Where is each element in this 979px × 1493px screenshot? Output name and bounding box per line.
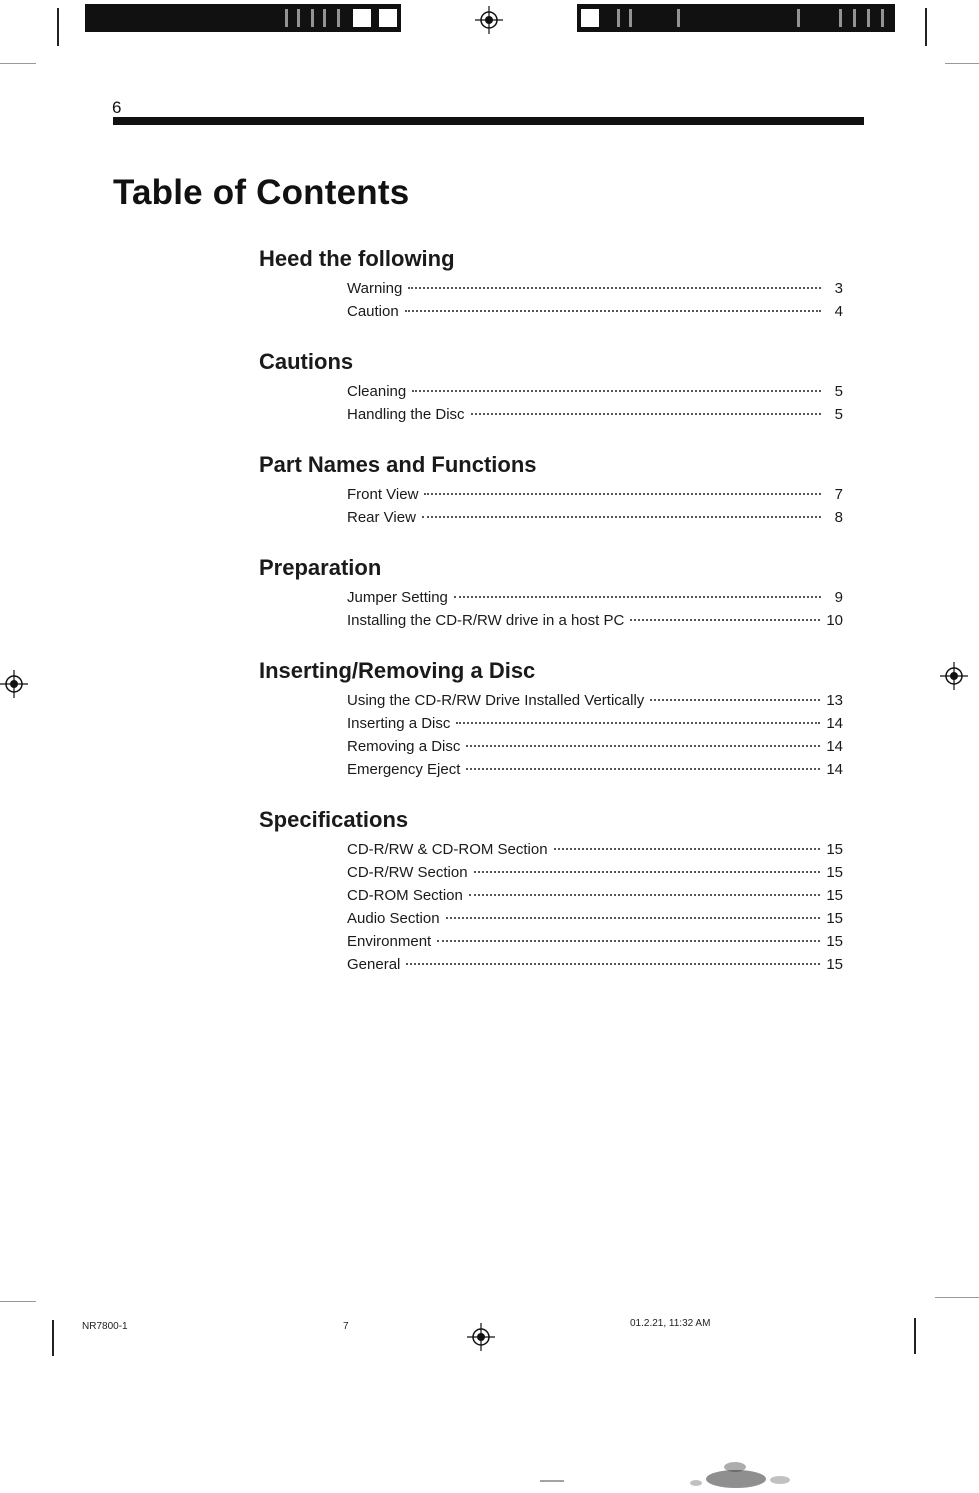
entry-label: CD-R/RW & CD-ROM Section <box>347 841 548 858</box>
section-title: Preparation <box>259 555 382 580</box>
entry-label: Rear View <box>347 509 416 526</box>
entry-label: Emergency Eject <box>347 761 461 778</box>
entry-page: 14 <box>826 715 843 732</box>
toc-entry[interactable] <box>347 403 843 426</box>
toc-entry[interactable] <box>347 861 843 884</box>
toc-entry[interactable] <box>347 380 843 403</box>
registration-mark-bottom-icon <box>467 1323 495 1351</box>
crop-mark-bottom-left <box>52 1320 54 1356</box>
dot-leader <box>412 390 821 392</box>
crop-mark-left-horizontal <box>0 63 36 64</box>
toc-entry[interactable] <box>347 735 843 758</box>
dot-leader <box>422 516 821 518</box>
section-title: Heed the following <box>259 246 455 271</box>
entry-page: 15 <box>826 841 843 858</box>
section-title: Part Names and Functions <box>259 452 537 477</box>
registration-mark-right-icon <box>940 662 968 690</box>
dot-leader <box>471 413 821 415</box>
toc-section <box>259 805 849 976</box>
entry-page: 13 <box>826 692 843 709</box>
entry-page: 5 <box>834 383 843 400</box>
file-code: NR7800-1 <box>82 1321 128 1332</box>
toc-entry[interactable] <box>347 712 843 735</box>
registration-mark-top-icon <box>475 6 503 34</box>
entry-label: Environment <box>347 933 432 950</box>
crop-mark-bottom-right-horizontal <box>935 1297 979 1298</box>
entry-page: 14 <box>826 761 843 778</box>
crop-mark-bottom-right <box>914 1318 916 1354</box>
section-title: Specifications <box>259 807 409 832</box>
toc-entry[interactable] <box>347 609 843 632</box>
entry-label: Installing the CD-R/RW drive in a host PC <box>347 612 625 629</box>
entry-label: Cleaning <box>347 383 407 400</box>
entry-page: 9 <box>834 589 843 606</box>
entry-page: 15 <box>826 933 843 950</box>
entry-label: Caution <box>347 303 399 320</box>
entry-label: Using the CD-R/RW Drive Installed Vertically <box>347 692 645 709</box>
toc-entry[interactable] <box>347 930 843 953</box>
dot-leader <box>405 310 821 312</box>
entry-label: Jumper Setting <box>347 589 448 606</box>
entry-page: 15 <box>826 864 843 881</box>
entry-page: 15 <box>826 887 843 904</box>
print-stamp: 01.2.21, 11:32 AM <box>630 1318 711 1329</box>
sheet-number: 7 <box>343 1321 349 1332</box>
toc-sections <box>259 244 849 1000</box>
toc-entry[interactable] <box>347 884 843 907</box>
entry-label: Removing a Disc <box>347 738 461 755</box>
header-rule <box>113 117 864 125</box>
toc-entry[interactable] <box>347 953 843 976</box>
entry-page: 14 <box>826 738 843 755</box>
crop-mark-top-left <box>57 8 59 46</box>
crop-mark-right-horizontal <box>945 63 979 64</box>
toc-entry[interactable] <box>347 483 843 506</box>
toc-section <box>259 553 849 632</box>
entry-page: 10 <box>826 612 843 629</box>
entry-label: Front View <box>347 486 419 503</box>
dot-leader <box>554 848 821 850</box>
dot-leader <box>437 940 820 942</box>
toc-section <box>259 656 849 781</box>
crop-mark-top-right <box>925 8 927 46</box>
page-title: Table of Contents <box>113 173 410 212</box>
entry-label: Warning <box>347 280 403 297</box>
entry-label: CD-ROM Section <box>347 887 463 904</box>
entry-page: 15 <box>826 910 843 927</box>
toc-entry[interactable] <box>347 907 843 930</box>
entry-page: 15 <box>826 956 843 973</box>
color-bar-right <box>577 4 895 32</box>
dot-leader <box>466 768 820 770</box>
entry-page: 3 <box>834 280 843 297</box>
dot-leader <box>408 287 821 289</box>
entry-label: Inserting a Disc <box>347 715 451 732</box>
dot-leader <box>406 963 820 965</box>
toc-section <box>259 347 849 426</box>
entry-page: 8 <box>834 509 843 526</box>
toc-entry[interactable] <box>347 838 843 861</box>
toc-entry[interactable] <box>347 506 843 529</box>
toc-entry[interactable] <box>347 689 843 712</box>
dot-leader <box>650 699 820 701</box>
toc-entry[interactable] <box>347 758 843 781</box>
toc-entry[interactable] <box>347 300 843 323</box>
registration-mark-left-icon <box>0 670 28 698</box>
entry-page: 5 <box>834 406 843 423</box>
entry-label: Audio Section <box>347 910 440 927</box>
page-number: 6 <box>112 98 122 117</box>
dot-leader <box>466 745 820 747</box>
dot-leader <box>454 596 821 598</box>
section-title: Cautions <box>259 349 354 374</box>
dot-leader <box>630 619 820 621</box>
entry-label: Handling the Disc <box>347 406 465 423</box>
entry-label: General <box>347 956 401 973</box>
dot-leader <box>469 894 820 896</box>
toc-entry[interactable] <box>347 277 843 300</box>
dot-leader <box>474 871 821 873</box>
crop-mark-bottom-left-horizontal <box>0 1301 36 1302</box>
dot-leader <box>456 722 820 724</box>
entry-page: 7 <box>834 486 843 503</box>
dot-leader <box>446 917 821 919</box>
section-title: Inserting/Removing a Disc <box>259 658 536 683</box>
toc-section <box>259 450 849 529</box>
dot-leader <box>424 493 821 495</box>
entry-label: CD-R/RW Section <box>347 864 468 881</box>
toc-entry[interactable] <box>347 586 843 609</box>
entry-page: 4 <box>834 303 843 320</box>
color-bar-left <box>85 4 401 32</box>
toc-section <box>259 244 849 323</box>
